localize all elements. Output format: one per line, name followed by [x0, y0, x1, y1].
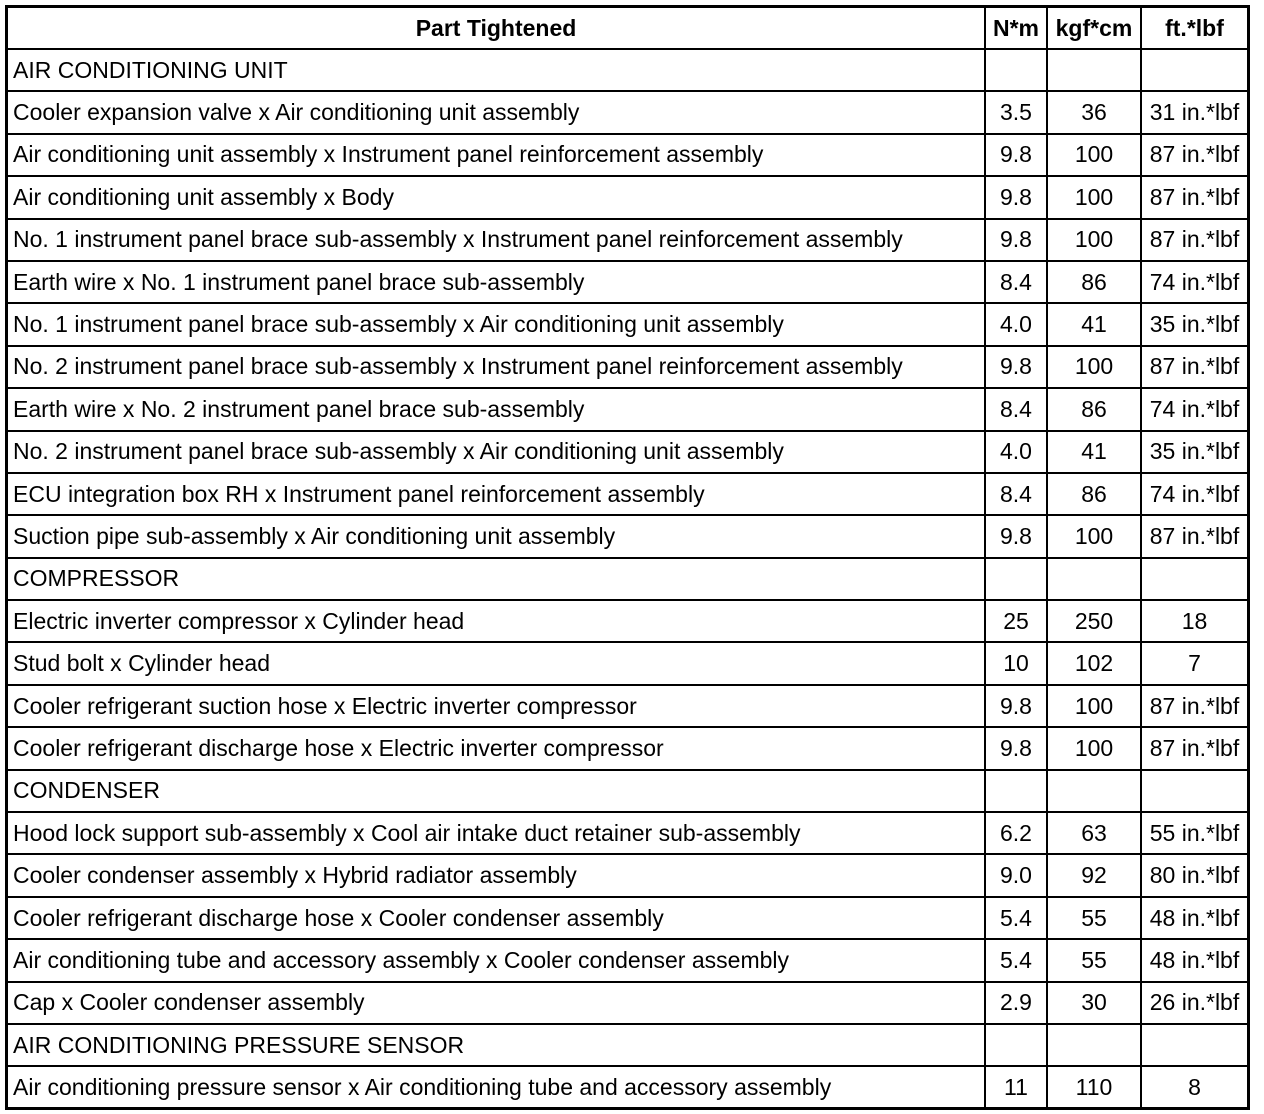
ft-lbf-cell: 87 in.*lbf	[1141, 134, 1247, 176]
part-cell: Cooler refrigerant discharge hose x Electric inverter compressor	[8, 727, 985, 769]
part-cell: Earth wire x No. 1 instrument panel brace sub-assembly	[8, 261, 985, 303]
kgf-cm-cell: 86	[1047, 388, 1141, 430]
table-row	[8, 431, 1247, 473]
part-cell: Cooler condenser assembly x Hybrid radiator assembly	[8, 854, 985, 896]
ft-lbf-cell	[1141, 558, 1247, 600]
nm-cell: 8.4	[985, 473, 1047, 515]
kgf-cm-cell: 86	[1047, 261, 1141, 303]
ft-lbf-cell: 80 in.*lbf	[1141, 854, 1247, 896]
part-cell: No. 2 instrument panel brace sub-assembly x Instrument panel reinforcement assembly	[8, 346, 985, 388]
table-body	[8, 49, 1247, 1108]
ft-lbf-cell: 35 in.*lbf	[1141, 431, 1247, 473]
part-cell: Cap x Cooler condenser assembly	[8, 982, 985, 1024]
table-row	[8, 515, 1247, 557]
nm-cell: 5.4	[985, 939, 1047, 981]
kgf-cm-cell: 100	[1047, 134, 1141, 176]
part-cell: Stud bolt x Cylinder head	[8, 642, 985, 684]
part-cell: Cooler refrigerant suction hose x Electric inverter compressor	[8, 685, 985, 727]
part-cell: No. 1 instrument panel brace sub-assembly x Air conditioning unit assembly	[8, 303, 985, 345]
ft-lbf-cell: 7	[1141, 642, 1247, 684]
table-row	[8, 939, 1247, 981]
kgf-cm-cell: 100	[1047, 176, 1141, 218]
nm-cell: 9.8	[985, 685, 1047, 727]
part-cell: Hood lock support sub-assembly x Cool air intake duct retainer sub-assembly	[8, 812, 985, 854]
ft-lbf-cell: 55 in.*lbf	[1141, 812, 1247, 854]
kgf-cm-cell: 41	[1047, 431, 1141, 473]
part-cell: No. 1 instrument panel brace sub-assembly x Instrument panel reinforcement assembly	[8, 219, 985, 261]
section-header-row	[8, 1024, 1247, 1066]
ft-lbf-cell: 74 in.*lbf	[1141, 473, 1247, 515]
kgf-cm-cell: 102	[1047, 642, 1141, 684]
ft-lbf-cell: 18	[1141, 600, 1247, 642]
ft-lbf-cell: 8	[1141, 1066, 1247, 1107]
nm-cell: 4.0	[985, 431, 1047, 473]
ft-lbf-cell: 48 in.*lbf	[1141, 897, 1247, 939]
nm-cell: 10	[985, 642, 1047, 684]
ft-lbf-cell: 74 in.*lbf	[1141, 261, 1247, 303]
nm-cell	[985, 1024, 1047, 1066]
part-cell: ECU integration box RH x Instrument panel reinforcement assembly	[8, 473, 985, 515]
table-row	[8, 1066, 1247, 1107]
part-cell: Air conditioning tube and accessory assembly x Cooler condenser assembly	[8, 939, 985, 981]
kgf-cm-cell: 55	[1047, 939, 1141, 981]
kgf-cm-cell: 100	[1047, 685, 1141, 727]
kgf-cm-cell	[1047, 558, 1141, 600]
torque-spec-table-frame	[5, 5, 1250, 1110]
ft-lbf-cell: 87 in.*lbf	[1141, 176, 1247, 218]
ft-lbf-cell: 35 in.*lbf	[1141, 303, 1247, 345]
table-row	[8, 727, 1247, 769]
table-header-row	[8, 8, 1247, 49]
header-part-tightened: Part Tightened	[8, 8, 985, 49]
kgf-cm-cell	[1047, 770, 1141, 812]
part-cell: Cooler refrigerant discharge hose x Cooler condenser assembly	[8, 897, 985, 939]
table-row	[8, 812, 1247, 854]
table-row	[8, 219, 1247, 261]
nm-cell: 3.5	[985, 91, 1047, 133]
kgf-cm-cell: 55	[1047, 897, 1141, 939]
table-row	[8, 854, 1247, 896]
ft-lbf-cell: 87 in.*lbf	[1141, 685, 1247, 727]
nm-cell: 9.8	[985, 176, 1047, 218]
ft-lbf-cell: 87 in.*lbf	[1141, 346, 1247, 388]
table-row	[8, 176, 1247, 218]
table-row	[8, 685, 1247, 727]
kgf-cm-cell: 41	[1047, 303, 1141, 345]
kgf-cm-cell: 100	[1047, 727, 1141, 769]
header-nm: N*m	[985, 8, 1047, 49]
nm-cell: 25	[985, 600, 1047, 642]
table-row	[8, 91, 1247, 133]
nm-cell: 9.0	[985, 854, 1047, 896]
part-cell: Cooler expansion valve x Air conditioning unit assembly	[8, 91, 985, 133]
nm-cell: 8.4	[985, 388, 1047, 430]
section-header-row	[8, 770, 1247, 812]
table-row	[8, 473, 1247, 515]
nm-cell: 4.0	[985, 303, 1047, 345]
part-cell: Air conditioning pressure sensor x Air conditioning tube and accessory assembly	[8, 1066, 985, 1107]
part-cell: Electric inverter compressor x Cylinder head	[8, 600, 985, 642]
table-row	[8, 897, 1247, 939]
kgf-cm-cell: 36	[1047, 91, 1141, 133]
header-kgf-cm: kgf*cm	[1047, 8, 1141, 49]
ft-lbf-cell	[1141, 770, 1247, 812]
nm-cell	[985, 49, 1047, 91]
ft-lbf-cell: 31 in.*lbf	[1141, 91, 1247, 133]
part-cell: AIR CONDITIONING PRESSURE SENSOR	[8, 1024, 985, 1066]
table-row	[8, 134, 1247, 176]
ft-lbf-cell: 74 in.*lbf	[1141, 388, 1247, 430]
ft-lbf-cell	[1141, 1024, 1247, 1066]
nm-cell: 9.8	[985, 515, 1047, 557]
kgf-cm-cell	[1047, 1024, 1141, 1066]
nm-cell: 9.8	[985, 219, 1047, 261]
part-cell: Suction pipe sub-assembly x Air conditioning unit assembly	[8, 515, 985, 557]
table-row	[8, 346, 1247, 388]
table-row	[8, 600, 1247, 642]
part-cell: AIR CONDITIONING UNIT	[8, 49, 985, 91]
nm-cell: 11	[985, 1066, 1047, 1107]
part-cell: CONDENSER	[8, 770, 985, 812]
kgf-cm-cell: 110	[1047, 1066, 1141, 1107]
ft-lbf-cell: 87 in.*lbf	[1141, 727, 1247, 769]
nm-cell	[985, 770, 1047, 812]
table-row	[8, 982, 1247, 1024]
nm-cell: 6.2	[985, 812, 1047, 854]
ft-lbf-cell	[1141, 49, 1247, 91]
section-header-row	[8, 558, 1247, 600]
table-row	[8, 642, 1247, 684]
nm-cell: 9.8	[985, 346, 1047, 388]
part-cell: Earth wire x No. 2 instrument panel brace sub-assembly	[8, 388, 985, 430]
nm-cell: 2.9	[985, 982, 1047, 1024]
ft-lbf-cell: 87 in.*lbf	[1141, 219, 1247, 261]
kgf-cm-cell: 100	[1047, 515, 1141, 557]
header-ft-lbf: ft.*lbf	[1141, 8, 1247, 49]
part-cell: No. 2 instrument panel brace sub-assembly x Air conditioning unit assembly	[8, 431, 985, 473]
kgf-cm-cell: 86	[1047, 473, 1141, 515]
kgf-cm-cell: 100	[1047, 346, 1141, 388]
section-header-row	[8, 49, 1247, 91]
part-cell: Air conditioning unit assembly x Instrument panel reinforcement assembly	[8, 134, 985, 176]
table-row	[8, 388, 1247, 430]
part-cell: COMPRESSOR	[8, 558, 985, 600]
nm-cell	[985, 558, 1047, 600]
nm-cell: 5.4	[985, 897, 1047, 939]
nm-cell: 9.8	[985, 727, 1047, 769]
ft-lbf-cell: 26 in.*lbf	[1141, 982, 1247, 1024]
kgf-cm-cell: 92	[1047, 854, 1141, 896]
nm-cell: 9.8	[985, 134, 1047, 176]
kgf-cm-cell: 250	[1047, 600, 1141, 642]
kgf-cm-cell	[1047, 49, 1141, 91]
ft-lbf-cell: 87 in.*lbf	[1141, 515, 1247, 557]
nm-cell: 8.4	[985, 261, 1047, 303]
kgf-cm-cell: 30	[1047, 982, 1141, 1024]
part-cell: Air conditioning unit assembly x Body	[8, 176, 985, 218]
table-row	[8, 303, 1247, 345]
ft-lbf-cell: 48 in.*lbf	[1141, 939, 1247, 981]
table-row	[8, 261, 1247, 303]
kgf-cm-cell: 63	[1047, 812, 1141, 854]
torque-spec-table	[8, 8, 1247, 1108]
kgf-cm-cell: 100	[1047, 219, 1141, 261]
